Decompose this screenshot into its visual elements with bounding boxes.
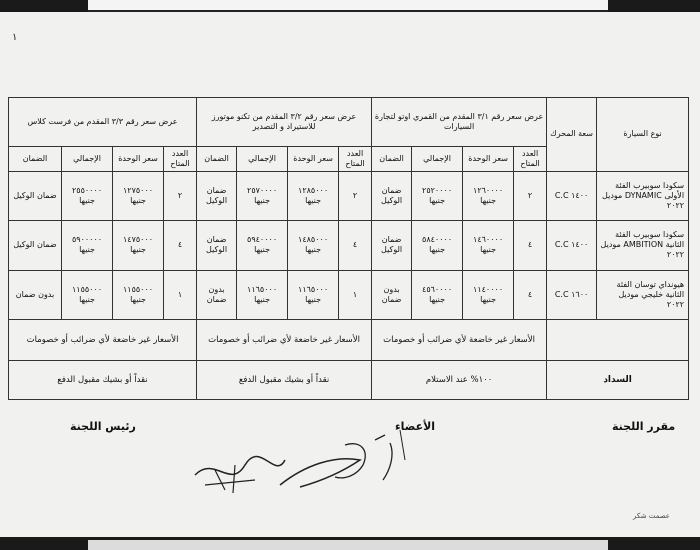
offer3-unit-price: ١٢٧٥٠٠٠ جنيها xyxy=(113,171,164,220)
offer3-warranty: بدون ضمان xyxy=(9,270,62,319)
offer2-unit-price: ١٢٨٥٠٠٠ جنيها xyxy=(288,171,339,220)
offer1-unit-price: ١٤٦٠٠٠٠ جنيها xyxy=(463,221,514,270)
col-unit-price: سعر الوحدة xyxy=(463,147,514,172)
col-qty: العدد المتاح xyxy=(514,147,547,172)
offer3-qty: ٤ xyxy=(164,221,197,270)
offer2-warranty: بدون ضمان xyxy=(197,270,237,319)
taxes-note-offer-1: الأسعار غير خاضعة لأي ضرائب أو خصومات xyxy=(372,319,547,360)
empty-cell xyxy=(547,319,689,360)
offer2-total: ١١٦٥٠٠٠ جنيها xyxy=(237,270,288,319)
col-qty: العدد المتاح xyxy=(164,147,197,172)
header-car-type: نوع السيارة xyxy=(597,98,689,172)
header-offer-3: عرض سعر رقم ٣/٣ المقدم من فرست كلاس xyxy=(9,98,197,147)
offer1-total: ٢٥٢٠٠٠٠ جنيها xyxy=(412,171,463,220)
offer3-total: ١١٥٥٠٠٠ جنيها xyxy=(62,270,113,319)
offer1-unit-price: ١١٤٠٠٠٠ جنيها xyxy=(463,270,514,319)
header-offer-2: عرض سعر رقم ٣/٢ المقدم من تكنو موتورز للاستيراد و التصدير xyxy=(197,98,372,147)
offer2-qty: ٤ xyxy=(339,221,372,270)
members-label: الأعضاء xyxy=(395,420,436,433)
car-name: سكودا سوبيرب الفئة الثانية AMBITION موديل ٢٠٢٢ xyxy=(597,221,689,270)
car-name: سكودا سوبيرب الفئة الأولى DYNAMIC موديل ٢٠٢٢ xyxy=(597,171,689,220)
offer1-unit-price: ١٢٦٠٠٠٠ جنيها xyxy=(463,171,514,220)
offer3-warranty: ضمان الوكيل xyxy=(9,171,62,220)
taxes-note-offer-3: الأسعار غير خاضعة لأي ضرائب أو خصومات xyxy=(9,319,197,360)
head-label: رئيس اللجنة xyxy=(70,420,136,433)
col-total: الإجمالي xyxy=(237,147,288,172)
offer2-qty: ٢ xyxy=(339,171,372,220)
offer1-total: ٤٥٦٠٠٠٠ جنيها xyxy=(412,270,463,319)
offer3-qty: ١ xyxy=(164,270,197,319)
engine-capacity: ١٦٠٠ C.C xyxy=(547,270,597,319)
payment-label: السداد xyxy=(547,360,689,399)
offer1-warranty: ضمان الوكيل xyxy=(372,171,412,220)
engine-capacity: ١٤٠٠ C.C xyxy=(547,171,597,220)
offer2-unit-price: ١٤٨٥٠٠٠ جنيها xyxy=(288,221,339,270)
car-name: هيونداي توسان الفئة الثانية خليجي موديل ٢٠٢٢ xyxy=(597,270,689,319)
rapporteur-label: مقرر اللجنة xyxy=(612,420,676,433)
page-number: ١ xyxy=(12,32,18,43)
offer2-total: ٥٩٤٠٠٠٠ جنيها xyxy=(237,221,288,270)
col-warranty: الضمان xyxy=(372,147,412,172)
payment-offer-3: نقداً أو بشيك مقبول الدفع xyxy=(9,360,197,399)
payment-offer-1: ١٠٠% عند الاستلام xyxy=(372,360,547,399)
offer3-total: ٢٥٥٠٠٠٠ جنيها xyxy=(62,171,113,220)
offer1-qty: ٤ xyxy=(514,221,547,270)
price-comparison-table xyxy=(8,97,689,400)
offer2-warranty: ضمان الوكيل xyxy=(197,171,237,220)
payment-offer-2: نقداً أو بشيك مقبول الدفع xyxy=(197,360,372,399)
offer2-warranty: ضمان الوكيل xyxy=(197,221,237,270)
previous-page-edge xyxy=(88,0,608,12)
offer1-warranty: ضمان الوكيل xyxy=(372,221,412,270)
col-unit-price: سعر الوحدة xyxy=(288,147,339,172)
offer3-total: ٥٩٠٠٠٠٠ جنيها xyxy=(62,221,113,270)
offer3-qty: ٢ xyxy=(164,171,197,220)
col-qty: العدد المتاح xyxy=(339,147,372,172)
offer3-unit-price: ١١٥٥٠٠٠ جنيها xyxy=(113,270,164,319)
offer3-unit-price: ١٤٧٥٠٠٠ جنيها xyxy=(113,221,164,270)
taxes-note-offer-2: الأسعار غير خاضعة لأي ضرائب أو خصومات xyxy=(197,319,372,360)
offer3-warranty: ضمان الوكيل xyxy=(9,221,62,270)
col-total: الإجمالي xyxy=(62,147,113,172)
handwritten-signatures xyxy=(185,425,425,500)
stamp-name: عصمت شكر xyxy=(633,512,670,520)
col-total: الإجمالي xyxy=(412,147,463,172)
offer2-total: ٢٥٧٠٠٠٠ جنيها xyxy=(237,171,288,220)
offer1-total: ٥٨٤٠٠٠٠ جنيها xyxy=(412,221,463,270)
next-page-edge xyxy=(88,540,608,550)
offer1-qty: ٤ xyxy=(514,270,547,319)
offer1-warranty: بدون ضمان xyxy=(372,270,412,319)
offer2-unit-price: ١١٦٥٠٠٠ جنيها xyxy=(288,270,339,319)
engine-capacity: ١٤٠٠ C.C xyxy=(547,221,597,270)
offer2-qty: ١ xyxy=(339,270,372,319)
col-warranty: الضمان xyxy=(9,147,62,172)
col-warranty: الضمان xyxy=(197,147,237,172)
col-unit-price: سعر الوحدة xyxy=(113,147,164,172)
header-offer-1: عرض سعر رقم ٣/١ المقدم من القمري اوتو لتجارة السيارات xyxy=(372,98,547,147)
header-engine: سعة المحرك xyxy=(547,98,597,172)
offer1-qty: ٢ xyxy=(514,171,547,220)
